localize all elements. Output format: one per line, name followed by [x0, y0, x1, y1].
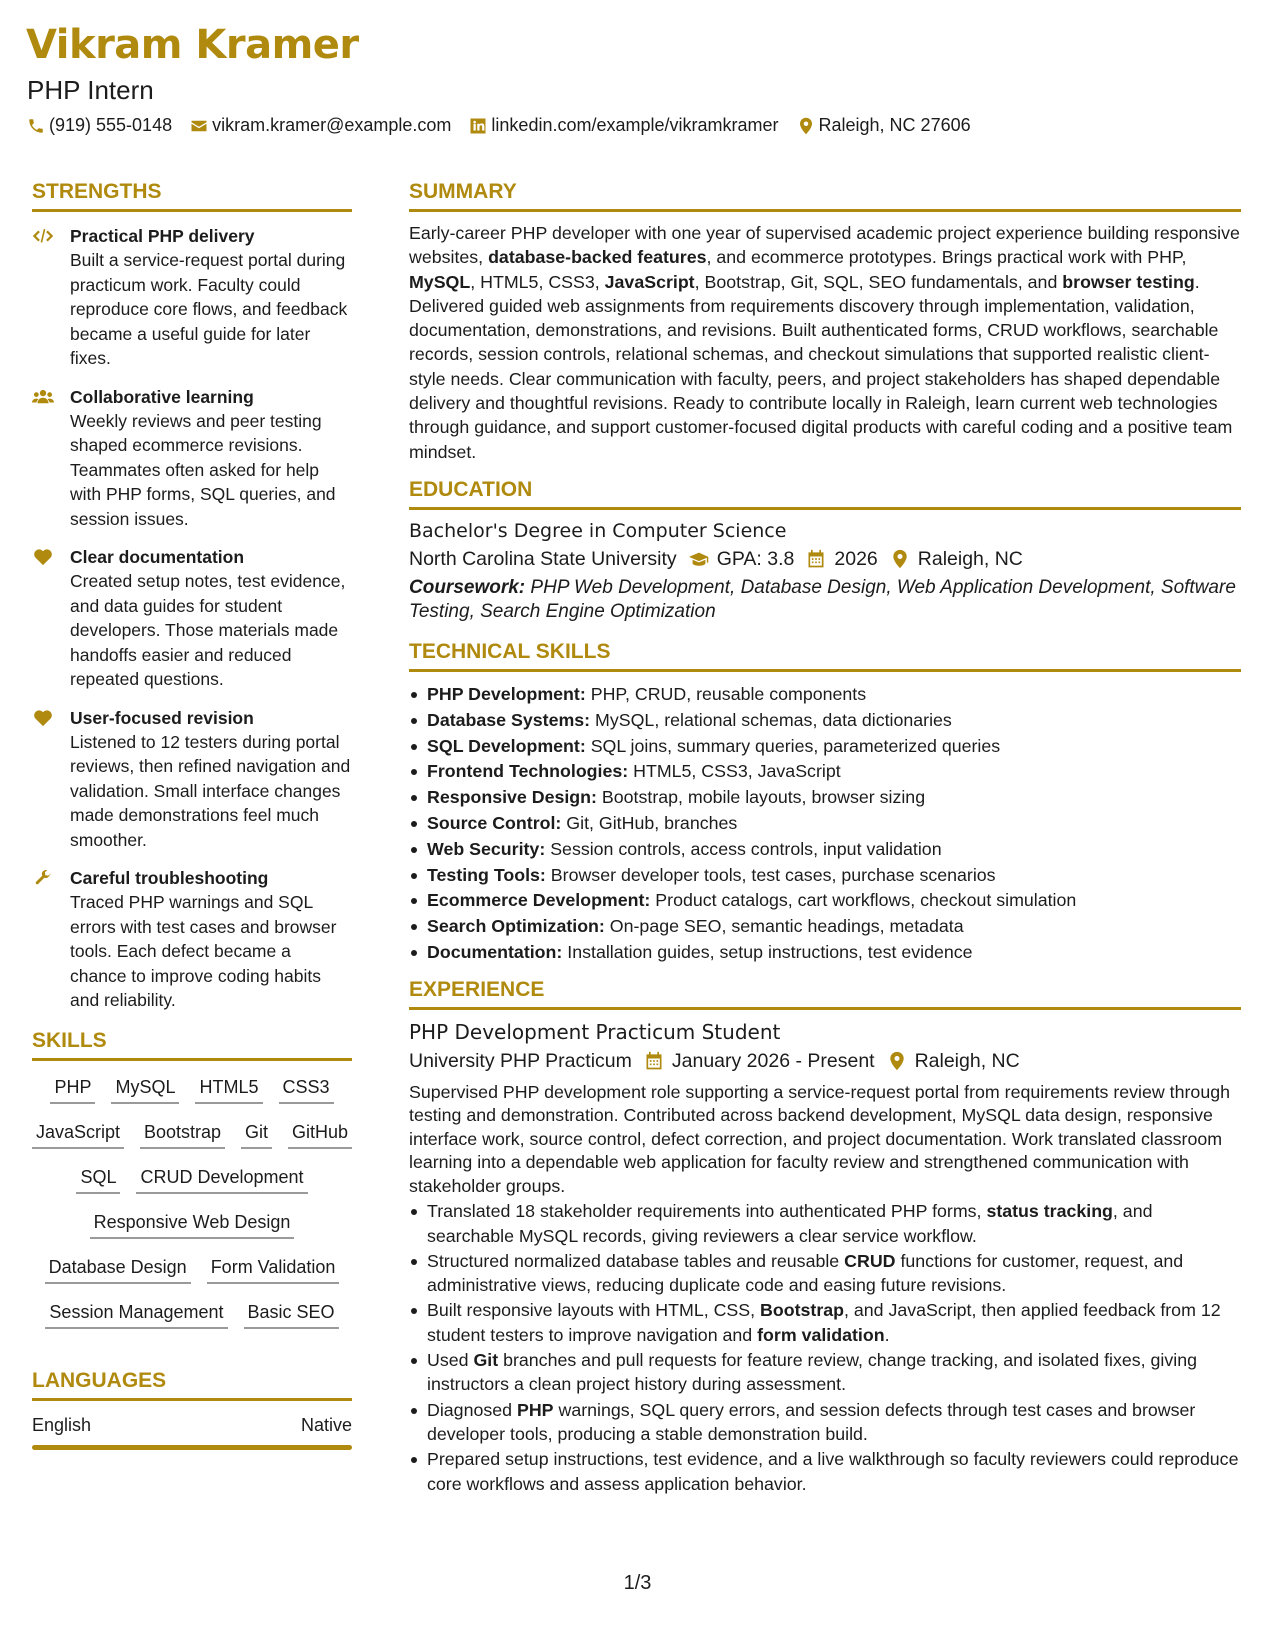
- language-row: [32, 1401, 352, 1445]
- contact-linkedin[interactable]: [469, 115, 778, 136]
- list-item: Source Control: Git, GitHub, branches: [409, 811, 1241, 837]
- phone-text: (919) 555-0148: [49, 115, 173, 135]
- list-item: Used Git branches and pull requests for feature review, change tracking, and isolated fixes, giving instructors a clean project history during assessment.: [409, 1348, 1241, 1397]
- skill-chip: Bootstrap: [140, 1122, 225, 1149]
- experience-title: PHP Development Practicum Student: [409, 1019, 781, 1044]
- section-divider: [409, 209, 1241, 212]
- education-location: Raleigh, NC: [917, 547, 1023, 570]
- linkedin-text[interactable]: linkedin.com/example/vikramkramer: [491, 115, 779, 135]
- list-item: Database Systems: MySQL, relational schemas, data dictionaries: [409, 708, 1241, 734]
- summary-emphasis: browser testing: [1062, 271, 1195, 292]
- strengths-list: [32, 224, 352, 1013]
- email-text[interactable]: vikram.kramer@example.com: [212, 115, 452, 135]
- list-item: Search Optimization: On-page SEO, semantic headings, metadata: [409, 914, 1241, 940]
- summary-part: Early-career PHP developer with one year of supervised academic project experience building responsive websites,: [409, 223, 1240, 268]
- list-item: Prepared setup instructions, test evidence, and a live walkthrough so faculty reviewers could reproduce core workflows and assess application behavior.: [409, 1447, 1241, 1496]
- heart-icon: [32, 709, 54, 727]
- coursework-list: PHP Web Development, Database Design, Web Application Development, Software Testing, Search Engine Optimization: [409, 576, 1236, 622]
- skills-chips: [32, 1071, 352, 1341]
- summary-heading: SUMMARY: [409, 180, 517, 203]
- strengths-heading: STRENGTHS: [32, 180, 162, 203]
- summary-text: [409, 221, 1241, 464]
- envelope-icon: [190, 117, 208, 135]
- graduation-cap-icon: [689, 549, 709, 569]
- users-icon: [32, 388, 54, 406]
- section-divider: [409, 669, 1241, 672]
- skill-chip: GitHub: [288, 1122, 352, 1149]
- list-item: Built responsive layouts with HTML, CSS, Bootstrap, and JavaScript, then applied feedback from 12 student testers to improve navigation and form validation.: [409, 1298, 1241, 1347]
- contact-email[interactable]: [190, 115, 451, 136]
- strength-item: [32, 706, 352, 853]
- linkedin-icon: [469, 117, 487, 135]
- language-level-bar: [32, 1445, 352, 1450]
- strength-title: Practical PHP delivery: [70, 226, 255, 246]
- skills-heading: SKILLS: [32, 1028, 107, 1052]
- list-item: PHP Development: PHP, CRUD, reusable components: [409, 682, 1241, 708]
- page-number: 1/3: [623, 1572, 652, 1594]
- section-divider: [32, 1058, 352, 1061]
- left-column: [32, 178, 352, 1450]
- candidate-name: Vikram Kramer: [26, 22, 359, 68]
- phone-icon: [27, 117, 45, 135]
- strength-title: Careful troubleshooting: [70, 868, 269, 888]
- school-name: North Carolina State University: [409, 547, 677, 570]
- strength-title: User-focused revision: [70, 707, 254, 728]
- summary-part: . Delivered guided web assignments from requirements discovery through implementation, validation, documentation, demonstrations, and revisions. Built authenticated forms, CRUD workflows, searchable records, session controls, relational schemas, and checkout simulations that supported realistic client-style needs. Clear communication with faculty, peers, and project stakeholders has shaped dependable delivery and thoughtful revisions. Ready to contribute locally in Raleigh, learn current web technologies through guidance, and support customer-focused digital products with careful coding and a positive team mindset.: [409, 271, 1233, 462]
- skill-chip: Basic SEO: [244, 1302, 339, 1329]
- heart-icon: [32, 548, 54, 566]
- list-item: SQL Development: SQL joins, summary queries, parameterized queries: [409, 734, 1241, 760]
- map-pin-icon: [887, 1051, 907, 1071]
- languages-heading: LANGUAGES: [32, 1368, 167, 1392]
- strength-text: Created setup notes, test evidence, and data guides for student developers. Those materials made handoffs easier and reduced repeated questions.: [70, 571, 346, 689]
- technical-skills-list: [409, 682, 1241, 966]
- job-title: PHP Intern: [27, 75, 154, 105]
- education-heading: EDUCATION: [409, 477, 533, 501]
- right-column: [409, 178, 1241, 1497]
- list-item: Diagnosed PHP warnings, SQL query errors, and session defects through test cases and browser developer tools, producing a stable demonstration build.: [409, 1398, 1241, 1447]
- list-item: Frontend Technologies: HTML5, CSS3, JavaScript: [409, 759, 1241, 785]
- list-item: Translated 18 stakeholder requirements into authenticated PHP forms, status tracking, and searchable MySQL records, giving reviewers a clear service workflow.: [409, 1199, 1241, 1248]
- coursework: [409, 576, 1241, 624]
- list-item: Responsive Design: Bootstrap, mobile layouts, browser sizing: [409, 785, 1241, 811]
- map-pin-icon: [797, 117, 815, 135]
- experience-location: Raleigh, NC: [914, 1049, 1020, 1072]
- contact-location: [797, 115, 971, 136]
- list-item: Documentation: Installation guides, setup instructions, test evidence: [409, 940, 1241, 966]
- skill-chip: JavaScript: [32, 1122, 124, 1149]
- languages-list: [32, 1401, 352, 1450]
- education-meta: [409, 548, 1241, 571]
- contact-bar: [27, 115, 989, 136]
- technical-skills-heading: TECHNICAL SKILLS: [409, 639, 611, 663]
- list-item: Web Security: Session controls, access controls, input validation: [409, 837, 1241, 863]
- degree-title: Bachelor's Degree in Computer Science: [409, 519, 787, 542]
- coursework-label: Coursework:: [409, 576, 526, 598]
- summary-emphasis: MySQL: [409, 271, 471, 292]
- experience-bullets: [409, 1199, 1241, 1496]
- skill-chip: MySQL: [111, 1077, 179, 1104]
- summary-emphasis: JavaScript: [604, 271, 695, 292]
- wrench-icon: [32, 869, 54, 887]
- experience-meta: [409, 1050, 1241, 1073]
- list-item: Testing Tools: Browser developer tools, test cases, purchase scenarios: [409, 863, 1241, 889]
- strength-item: [32, 385, 352, 532]
- skill-chip: CRUD Development: [136, 1167, 307, 1194]
- gpa-text: GPA: 3.8: [716, 547, 795, 570]
- map-pin-icon: [890, 549, 910, 569]
- summary-emphasis: database-backed features: [488, 247, 707, 268]
- contact-phone: [27, 115, 172, 136]
- strength-item: [32, 866, 352, 1013]
- skill-chip: Session Management: [45, 1302, 227, 1329]
- language-level: Native: [300, 1414, 352, 1435]
- section-divider: [409, 1007, 1241, 1010]
- summary-part: , Bootstrap, Git, SQL, SEO fundamentals, and: [694, 271, 1063, 292]
- code-icon: [32, 227, 54, 245]
- experience-dates: January 2026 - Present: [671, 1049, 875, 1072]
- skill-chip: HTML5: [195, 1077, 262, 1104]
- skill-chip: CSS3: [279, 1077, 334, 1104]
- skill-chip: SQL: [76, 1167, 120, 1194]
- strength-text: Built a service-request portal during practicum work. Faculty could reproduce core flows, and feedback became a useful guide for later fixes.: [70, 250, 348, 368]
- skill-chip: Database Design: [45, 1257, 191, 1284]
- experience-description: Supervised PHP development role supporting a service-request portal from requirements review through testing and demonstration. Contributed across backend development, MySQL data design, responsive interface work, source control, defect correction, and project documentation. Work translated classroom learning into a dependable web application for faculty review and strengthened communication with stakeholder groups.: [409, 1081, 1230, 1196]
- skill-chip: Git: [241, 1122, 272, 1149]
- strength-item: [32, 545, 352, 692]
- section-divider: [409, 507, 1241, 510]
- summary-part: , HTML5, CSS3,: [470, 271, 605, 292]
- list-item: Ecommerce Development: Product catalogs, cart workflows, checkout simulation: [409, 888, 1241, 914]
- skill-chip: Form Validation: [207, 1257, 340, 1284]
- experience-heading: EXPERIENCE: [409, 977, 545, 1001]
- strength-text: Weekly reviews and peer testing shaped ecommerce revisions. Teammates often asked for help with PHP forms, SQL queries, and session issues.: [70, 410, 336, 529]
- strength-text: Listened to 12 testers during portal reviews, then refined navigation and validation. Small interface changes made demonstrations feel much smoother.: [70, 731, 351, 850]
- language-name: English: [32, 1414, 92, 1435]
- strength-title: Collaborative learning: [70, 386, 254, 407]
- strength-title: Clear documentation: [70, 547, 245, 567]
- strength-item: [32, 224, 352, 371]
- calendar-icon: [806, 549, 826, 569]
- strength-text: Traced PHP warnings and SQL errors with test cases and browser tools. Each defect became a chance to improve coding habits and reliability.: [70, 892, 337, 1010]
- calendar-icon: [644, 1051, 664, 1071]
- list-item: Structured normalized database tables and reusable CRUD functions for customer, request, and administrative views, reducing duplicate code and easing future revisions.: [409, 1249, 1241, 1298]
- skill-chip: Responsive Web Design: [90, 1212, 295, 1239]
- section-divider: [32, 209, 352, 212]
- location-text: Raleigh, NC 27606: [818, 115, 971, 135]
- graduation-year: 2026: [834, 547, 878, 570]
- experience-org: University PHP Practicum: [409, 1049, 632, 1072]
- skill-chip: PHP: [50, 1077, 95, 1104]
- summary-part: , and ecommerce prototypes. Brings practical work with PHP,: [706, 247, 1187, 268]
